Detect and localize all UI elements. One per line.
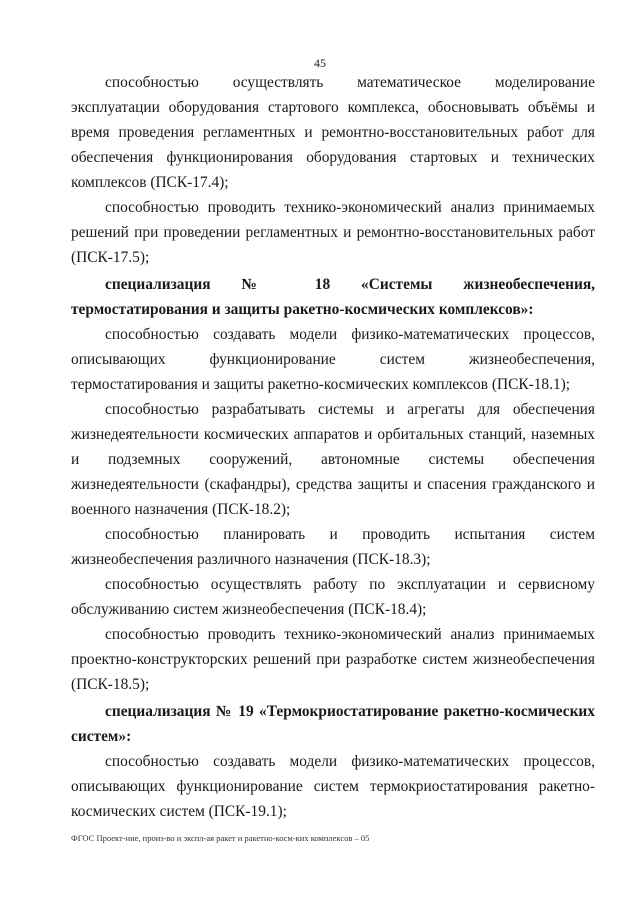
page-number: 45 (314, 56, 326, 70)
heading-specialization-18: специализация № 18 «Системы жизнеобеспечения, термостатирования и защиты ракетно-космических комплексов»: (71, 276, 595, 318)
page-footer: ФГОС Проект-ние, произ-во и экспл-ая ракет и ракетно-косм-ких комплексов – 05 (71, 833, 370, 843)
paragraph-psk-17-5: способностью проводить технико-экономический анализ принимаемых решений при проведении регламентных и ремонтно-восстановительных работ (ПСК-17.5); (71, 199, 595, 266)
paragraph-psk-18-4: способностью осуществлять работу по эксплуатации и сервисному обслуживанию систем жизнеобеспечения (ПСК-18.4); (71, 576, 595, 618)
paragraph-psk-17-4: способностью осуществлять математическое моделирование эксплуатации оборудования стартового комплекса, обосновывать объёмы и время проведения регламентных и ремонтно-восстановительных работ для обеспечения функционирования оборудования стартовых и технических комплексов (ПСК-17.4); (71, 74, 595, 191)
paragraph-psk-18-5: способностью проводить технико-экономический анализ принимаемых проектно-конструкторских решений при разработке систем жизнеобеспечения (ПСК-18.5); (71, 626, 595, 693)
paragraph-psk-19-1: способностью создавать модели физико-математических процессов, описывающих функционирование систем термокриостатирования ракетно-космических систем (ПСК-19.1); (71, 753, 595, 820)
paragraph-psk-18-2: способностью разрабатывать системы и агрегаты для обеспечения жизнедеятельности космических аппаратов и орбитальных станций, наземных и подземных сооружений, автономные системы обеспечения жизнедеятельности (скафандры), средства защиты и спасения гражданского и военного назначения (ПСК-18.2); (71, 401, 595, 518)
heading-specialization-19: специализация № 19 «Термокриостатирование ракетно-космических систем»: (71, 703, 595, 745)
paragraph-psk-18-3: способностью планировать и проводить испытания систем жизнеобеспечения различного назначения (ПСК-18.3); (71, 526, 595, 568)
document-body (71, 70, 595, 824)
paragraph-psk-18-1: способностью создавать модели физико-математических процессов, описывающих функционирование систем жизнеобеспечения, термостатирования и защиты ракетно-космических комплексов (ПСК-18.1); (71, 326, 595, 393)
